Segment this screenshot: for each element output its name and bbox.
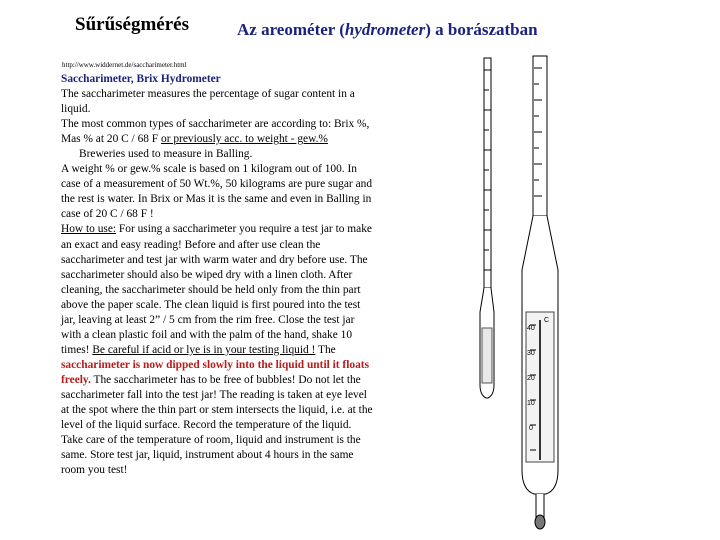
saccharimeter-drawing <box>480 58 494 398</box>
scale-label-0: 0 <box>529 425 533 432</box>
paragraph-intro: The saccharimeter measures the percentage of sugar content in a liquid. <box>61 88 355 116</box>
types-text: The most common types of saccharimeter are according to: Brix %, Mas % at 20 C / 68 F <box>61 118 370 146</box>
types-underlined: or previously acc. to weight - gew.% <box>161 133 328 146</box>
scale-label-40: 40 <box>527 325 535 332</box>
document-body <box>61 72 373 478</box>
paragraph-types <box>61 117 373 147</box>
subtitle-emphasis: hydrometer <box>344 20 426 39</box>
celsius-unit-label: C <box>544 317 550 324</box>
how-to-use-text: For using a saccharimeter you require a test jar to make an exact and easy reading! Before and after use clean the saccharimeter and test jar with warm water and dry before use. The saccharimeter should also be wiped dry with a linen cloth. After cleaning, the saccharimeter should be held only from the thin part above the paper scale. The clean liquid is first poured into the test jar, leaving at least 2” / 5 cm from the rim free. Close the test jar with a clean plastic foil and with the palm of the hand, shake 10 times! <box>61 223 372 356</box>
caution-text: Be careful if acid or lye is in your testing liquid ! <box>92 343 316 356</box>
the-text: The <box>315 343 336 356</box>
page-subtitle <box>237 20 538 40</box>
subtitle-pre: Az areométer ( <box>237 20 345 39</box>
how-to-use-label: How to use: <box>61 223 117 236</box>
scale-label-30: 30 <box>527 350 535 357</box>
paragraph-how-to-use <box>61 222 373 478</box>
paragraph-balling: Breweries used to measure in Balling. <box>79 148 253 161</box>
page-title: Sűrűségmérés <box>75 14 189 35</box>
thermo-hydrometer-drawing <box>522 56 558 529</box>
source-link[interactable]: http://www.widdernet.de/saccharimeter.html <box>62 61 187 69</box>
paragraph-weight: A weight % or gew.% scale is based on 1 kilogram out of 100. In case of a measurement of 50 Wt.%, 50 kilograms are pure sugar and the rest is water. In Brix or Mas it is the same and even in Balling in case of 20 C / 68 F ! <box>61 163 373 221</box>
section-heading: Saccharimeter, Brix Hydrometer <box>61 73 221 85</box>
dip-instruction: saccharimeter is now dipped slowly into the liquid until it floats freely. <box>61 358 369 386</box>
remaining-text: The saccharimeter has to be free of bubbles! Do not let the saccharimeter fall into the test jar! The reading is taken at eye level at the spot where the thin part or stem intersects the liquid, i.e. at the level of the liquid surface. Record the temperature of the liquid. Take care of the temperature of room, liquid and instrument is the same. Store test jar, liquid, instrument about 4 hours in the same room you test! <box>61 373 373 477</box>
subtitle-post: ) a borászatban <box>425 20 538 39</box>
scale-label-10: 10 <box>527 400 535 407</box>
scale-label-20: 20 <box>527 375 535 382</box>
hydrometer-illustration <box>470 50 590 540</box>
